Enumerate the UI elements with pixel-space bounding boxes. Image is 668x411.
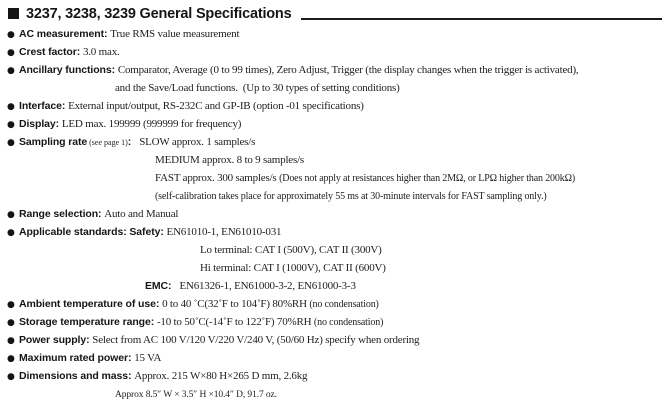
section-header [0,0,668,22]
spec-text: SLOW approx. 1 samples/s [139,136,256,148]
spec-line [0,276,668,294]
spec-text: Ambient temperature of use: [19,298,163,310]
spec-text: Crest factor: [19,46,83,58]
page-title: 3237, 3238, 3239 General Specifications [26,5,292,22]
spec-text: Display: [19,118,62,130]
section-marker-icon [8,8,19,19]
bullet-icon: ● [7,101,15,112]
spec-line [0,222,668,240]
spec-line [0,384,668,402]
spec-text: Comparator, Average (0 to 99 times), Zero Adjust, Trigger (the display changes when the trigger is activated), [117,64,579,76]
title-rule [301,18,662,20]
spec-line [0,330,668,348]
bullet-icon: ● [7,119,15,130]
spec-line [0,240,668,258]
bullet-icon: ● [7,227,15,238]
spec-text: LED max. 199999 (999999 for frequency) [61,118,242,130]
bullet-icon: ● [7,209,15,220]
spec-line [0,168,668,186]
bullet-icon: ● [7,47,15,58]
bullet-icon: ● [7,299,15,310]
spec-text: Maximum rated power: [19,352,135,364]
spec-line [0,132,668,150]
spec-text: Storage temperature range: [19,316,157,328]
spec-line [0,294,668,312]
spec-line [0,60,668,78]
spec-text: Approx 8.5″ W × 3.5″ H ×10.4″ D, 91.7 oz. [115,390,277,400]
spec-text: 15 VA [134,352,162,364]
spec-text: Lo terminal: CAT I (500V), CAT II (300V) [200,244,382,256]
spec-line [0,186,668,204]
bullet-icon: ● [7,29,15,40]
spec-text: Sampling rate [19,136,88,148]
spec-line [0,114,668,132]
spec-text: FAST approx. 300 samples/s [155,172,280,184]
spec-text: (self-calibration takes place for approximately 55 ms at 30-minute intervals for FAST sampling only.) [155,191,547,202]
spec-text: Dimensions and mass: [19,370,135,382]
spec-text: Range selection: [19,208,105,220]
spec-text: External input/output, RS-232C and GP-IB (option -01 specifications) [68,100,364,112]
spec-text: -10 to 50˚C(-14˚F to 122˚F) 70%RH [156,316,314,328]
spec-line [0,42,668,60]
bullet-icon: ● [7,335,15,346]
bullet-icon: ● [7,317,15,328]
spec-list [0,22,668,402]
bullet-icon: ● [7,137,15,148]
spec-line [0,24,668,42]
spec-text: (no condensation) [313,317,384,328]
spec-text: Auto and Manual [104,208,179,220]
spec-line [0,348,668,366]
spec-line [0,258,668,276]
spec-line [0,150,668,168]
spec-line [0,312,668,330]
spec-text: EN61326-1, EN61000-3-2, EN61000-3-3 [179,280,356,292]
spec-text: 3.0 max. [82,46,120,58]
bullet-icon: ● [7,371,15,382]
spec-text: : [127,136,132,148]
spec-text: (see page 1) [87,138,128,147]
spec-text: Select from AC 100 V/120 V/220 V/240 V, (50/60 Hz) specify when ordering [92,334,420,346]
spec-text: AC measurement: [19,28,111,40]
spec-text: Approx. 215 W×80 H×265 D mm, 2.6kg [134,370,308,382]
spec-text: 0 to 40 ˚C(32˚F to 104˚F) 80%RH [162,298,310,310]
spec-line [0,366,668,384]
spec-text: True RMS value measurement [110,28,240,40]
spec-text: (Does not apply at resistances higher than 2MΩ, or LPΩ higher than 200kΩ) [279,173,576,184]
spec-text: Applicable standards: Safety: [19,226,167,238]
spec-text: EN61010-1, EN61010-031 [166,226,282,238]
spec-text: (no condensation) [309,299,379,310]
spec-line [0,96,668,114]
spec-line [0,78,668,96]
spec-text: Hi terminal: CAT I (1000V), CAT II (600V) [200,262,386,274]
spec-text: Ancillary functions: [19,64,118,76]
spec-text: Power supply: [19,334,93,346]
bullet-icon: ● [7,65,15,76]
bullet-icon: ● [7,353,15,364]
spec-text: MEDIUM approx. 8 to 9 samples/s [155,154,305,166]
spec-text: and the Save/Load functions. (Up to 30 types of setting conditions) [115,82,400,94]
spec-text: Interface: [19,100,69,112]
spec-text: EMC: [145,280,172,292]
spec-line [0,204,668,222]
